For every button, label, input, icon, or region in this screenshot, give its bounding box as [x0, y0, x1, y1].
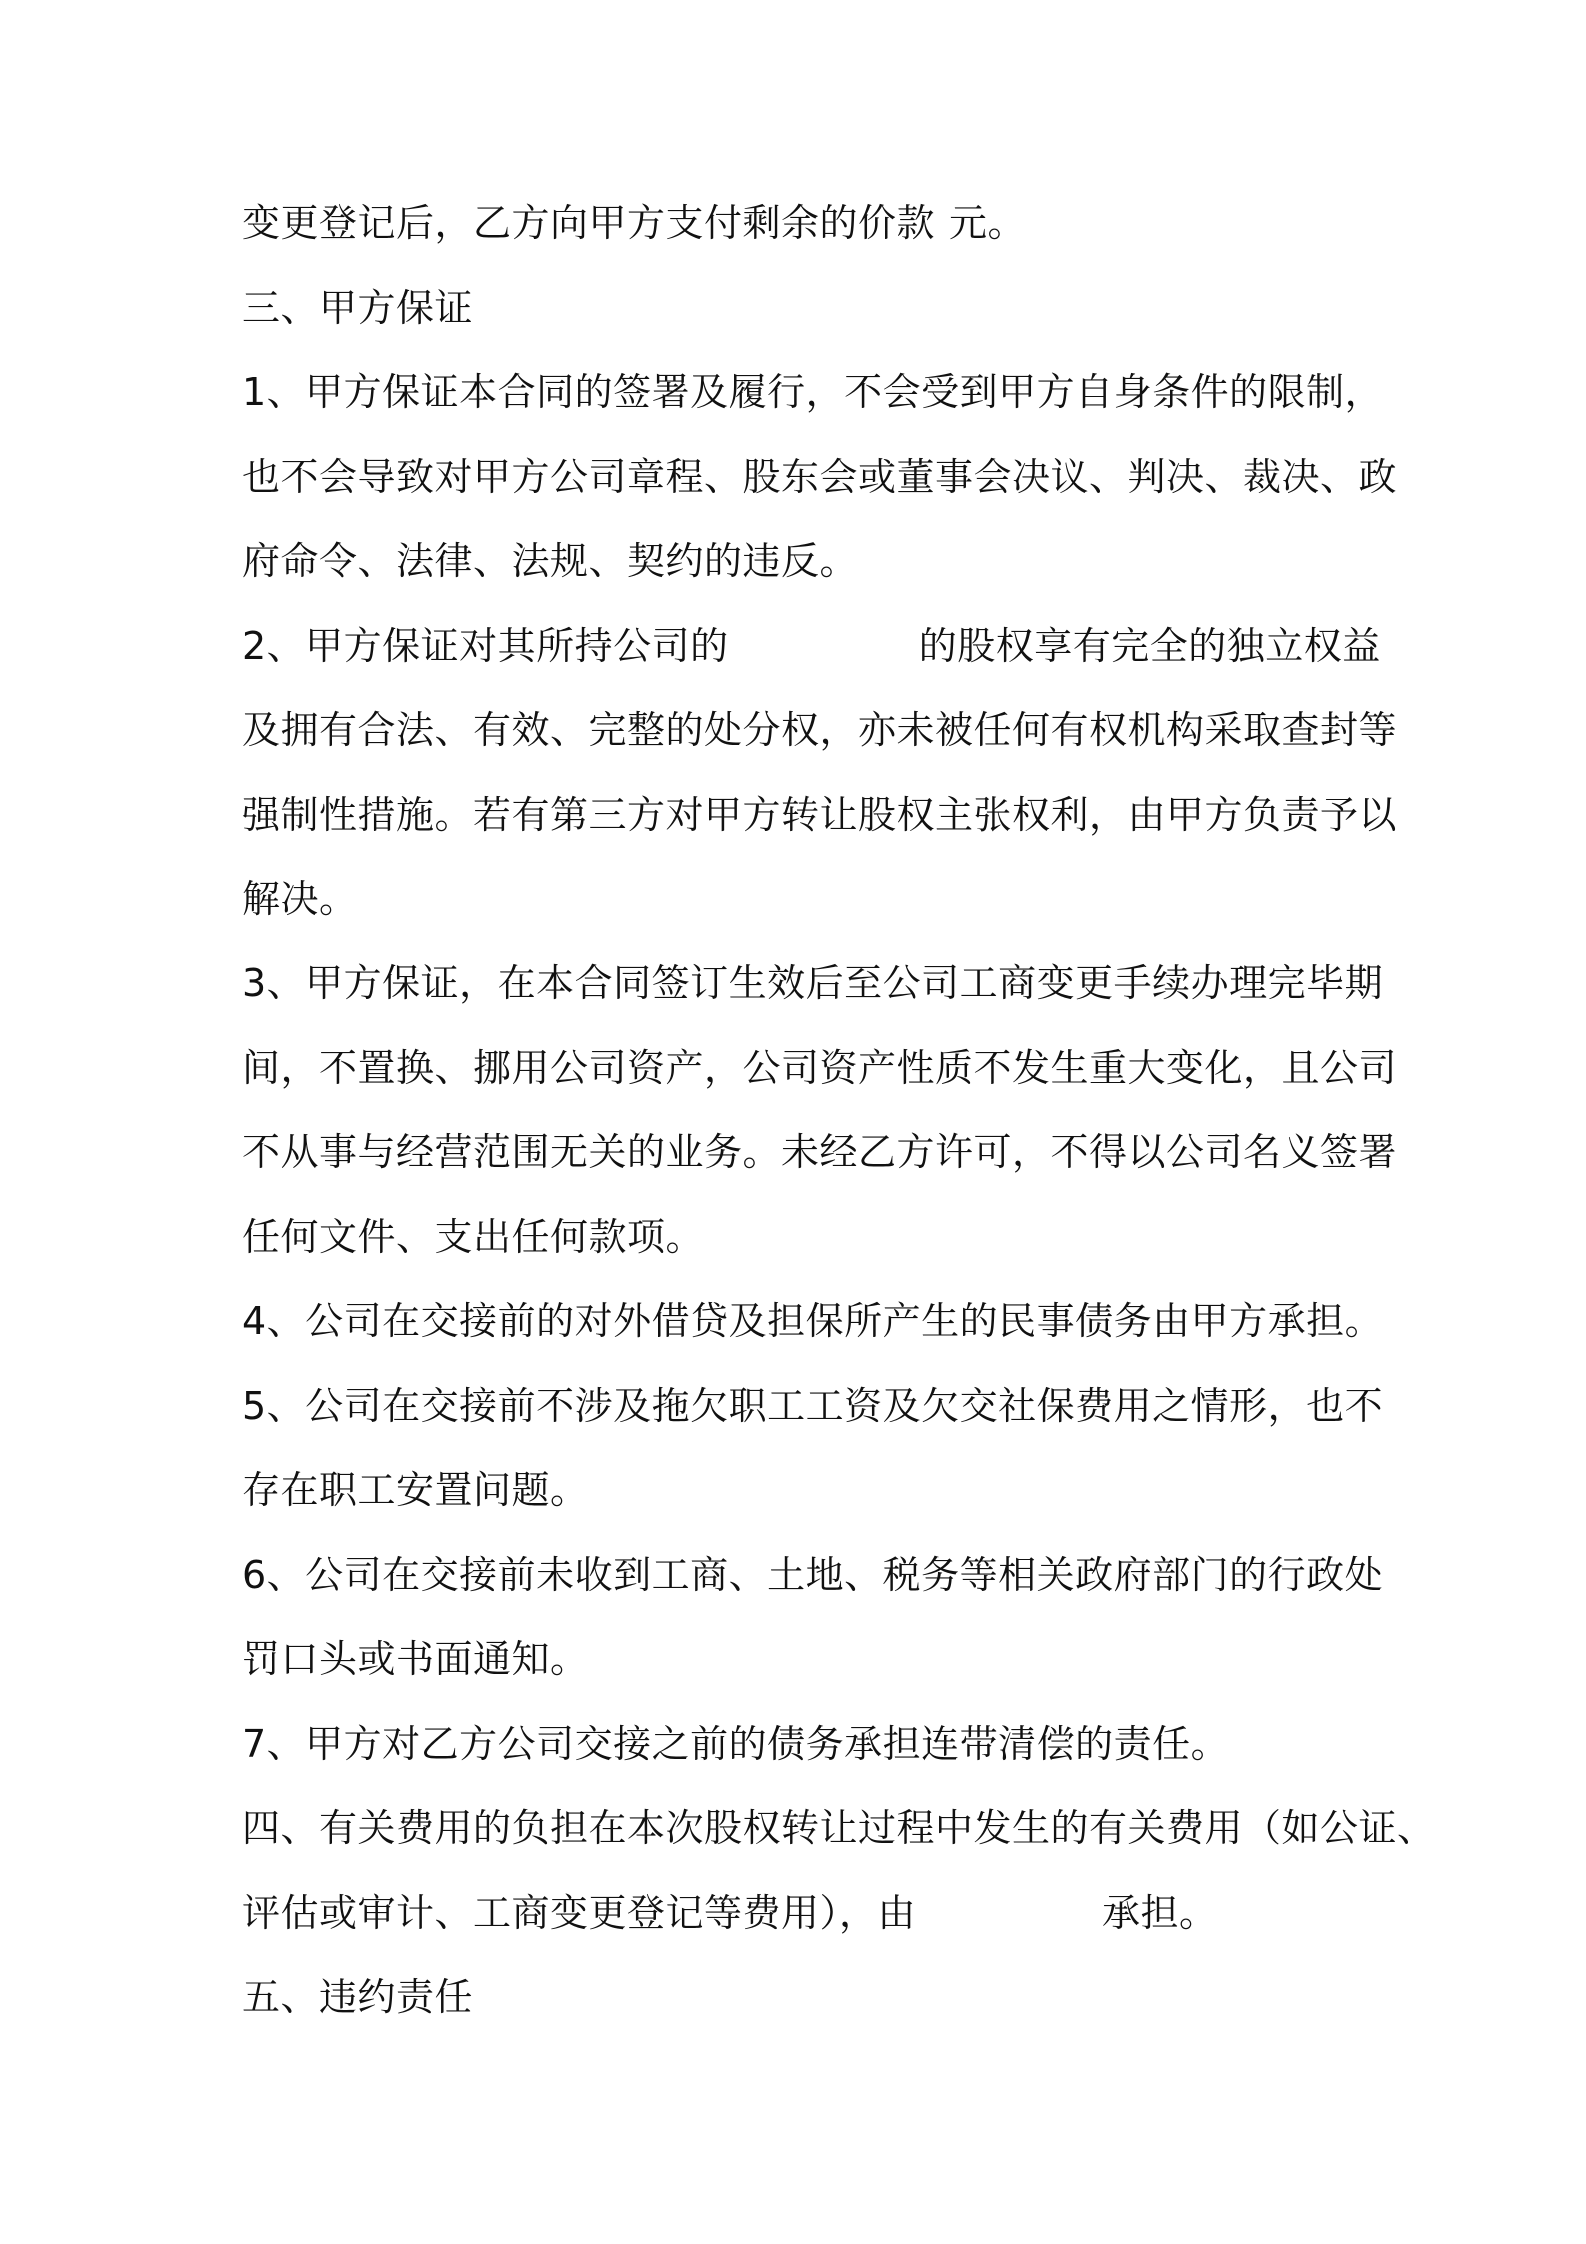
paragraph-line: 强制性措施。若有第三方对甲方转让股权主张权利，由甲方负责予以 [242, 793, 1398, 837]
paragraph-line: 不从事与经营范围无关的业务。未经乙方许可，不得以公司名义签署 [242, 1130, 1398, 1174]
paragraph-line: 解决。 [242, 877, 358, 921]
text-segment: 承担。 [1102, 1891, 1218, 1935]
paragraph-line: 6、公司在交接前未收到工商、土地、税务等相关政府部门的行政处 [242, 1553, 1384, 1597]
paragraph-line: 四、有关费用的负担在本次股权转让过程中发生的有关费用（如公证、 [242, 1806, 1436, 1850]
text-segment: 的股权享有完全的独立权益 [918, 624, 1381, 668]
text-segment: 评估或审计、工商变更登记等费用），由 [242, 1891, 917, 1935]
paragraph-line: 及拥有合法、有效、完整的处分权，亦未被任何有权机构采取查封等 [242, 708, 1398, 752]
text-segment: 2、甲方保证对其所持公司的 [242, 624, 729, 668]
paragraph-line: 间，不置换、挪用公司资产，公司资产性质不发生重大变化，且公司 [242, 1046, 1398, 1090]
paragraph-line [242, 1888, 1218, 1938]
section-heading: 五、违约责任 [242, 1975, 474, 2019]
paragraph-line: 1、甲方保证本合同的签署及履行，不会受到甲方自身条件的限制， [242, 370, 1384, 414]
section-heading: 三、甲方保证 [242, 286, 474, 330]
paragraph-line: 也不会导致对甲方公司章程、股东会或董事会决议、判决、裁决、政 [242, 455, 1398, 499]
paragraph-line: 5、公司在交接前不涉及拖欠职工工资及欠交社保费用之情形，也不 [242, 1384, 1384, 1428]
paragraph-line: 4、公司在交接前的对外借贷及担保所产生的民事债务由甲方承担。 [242, 1299, 1384, 1343]
paragraph-line: 府命令、法律、法规、契约的违反。 [242, 539, 859, 583]
paragraph-line: 罚口头或书面通知。 [242, 1637, 589, 1681]
text-segment: 元。 [949, 201, 1027, 245]
paragraph-line: 3、甲方保证，在本合同签订生效后至公司工商变更手续办理完毕期 [242, 961, 1384, 1005]
text-segment: 变更登记后，乙方向甲方支付剩余的价款 [242, 201, 936, 245]
paragraph-line: 任何文件、支出任何款项。 [242, 1215, 705, 1259]
paragraph-line [242, 621, 1381, 671]
paragraph-line [242, 198, 1026, 248]
paragraph-line: 存在职工安置问题。 [242, 1468, 589, 1512]
paragraph-line: 7、甲方对乙方公司交接之前的债务承担连带清偿的责任。 [242, 1722, 1230, 1766]
